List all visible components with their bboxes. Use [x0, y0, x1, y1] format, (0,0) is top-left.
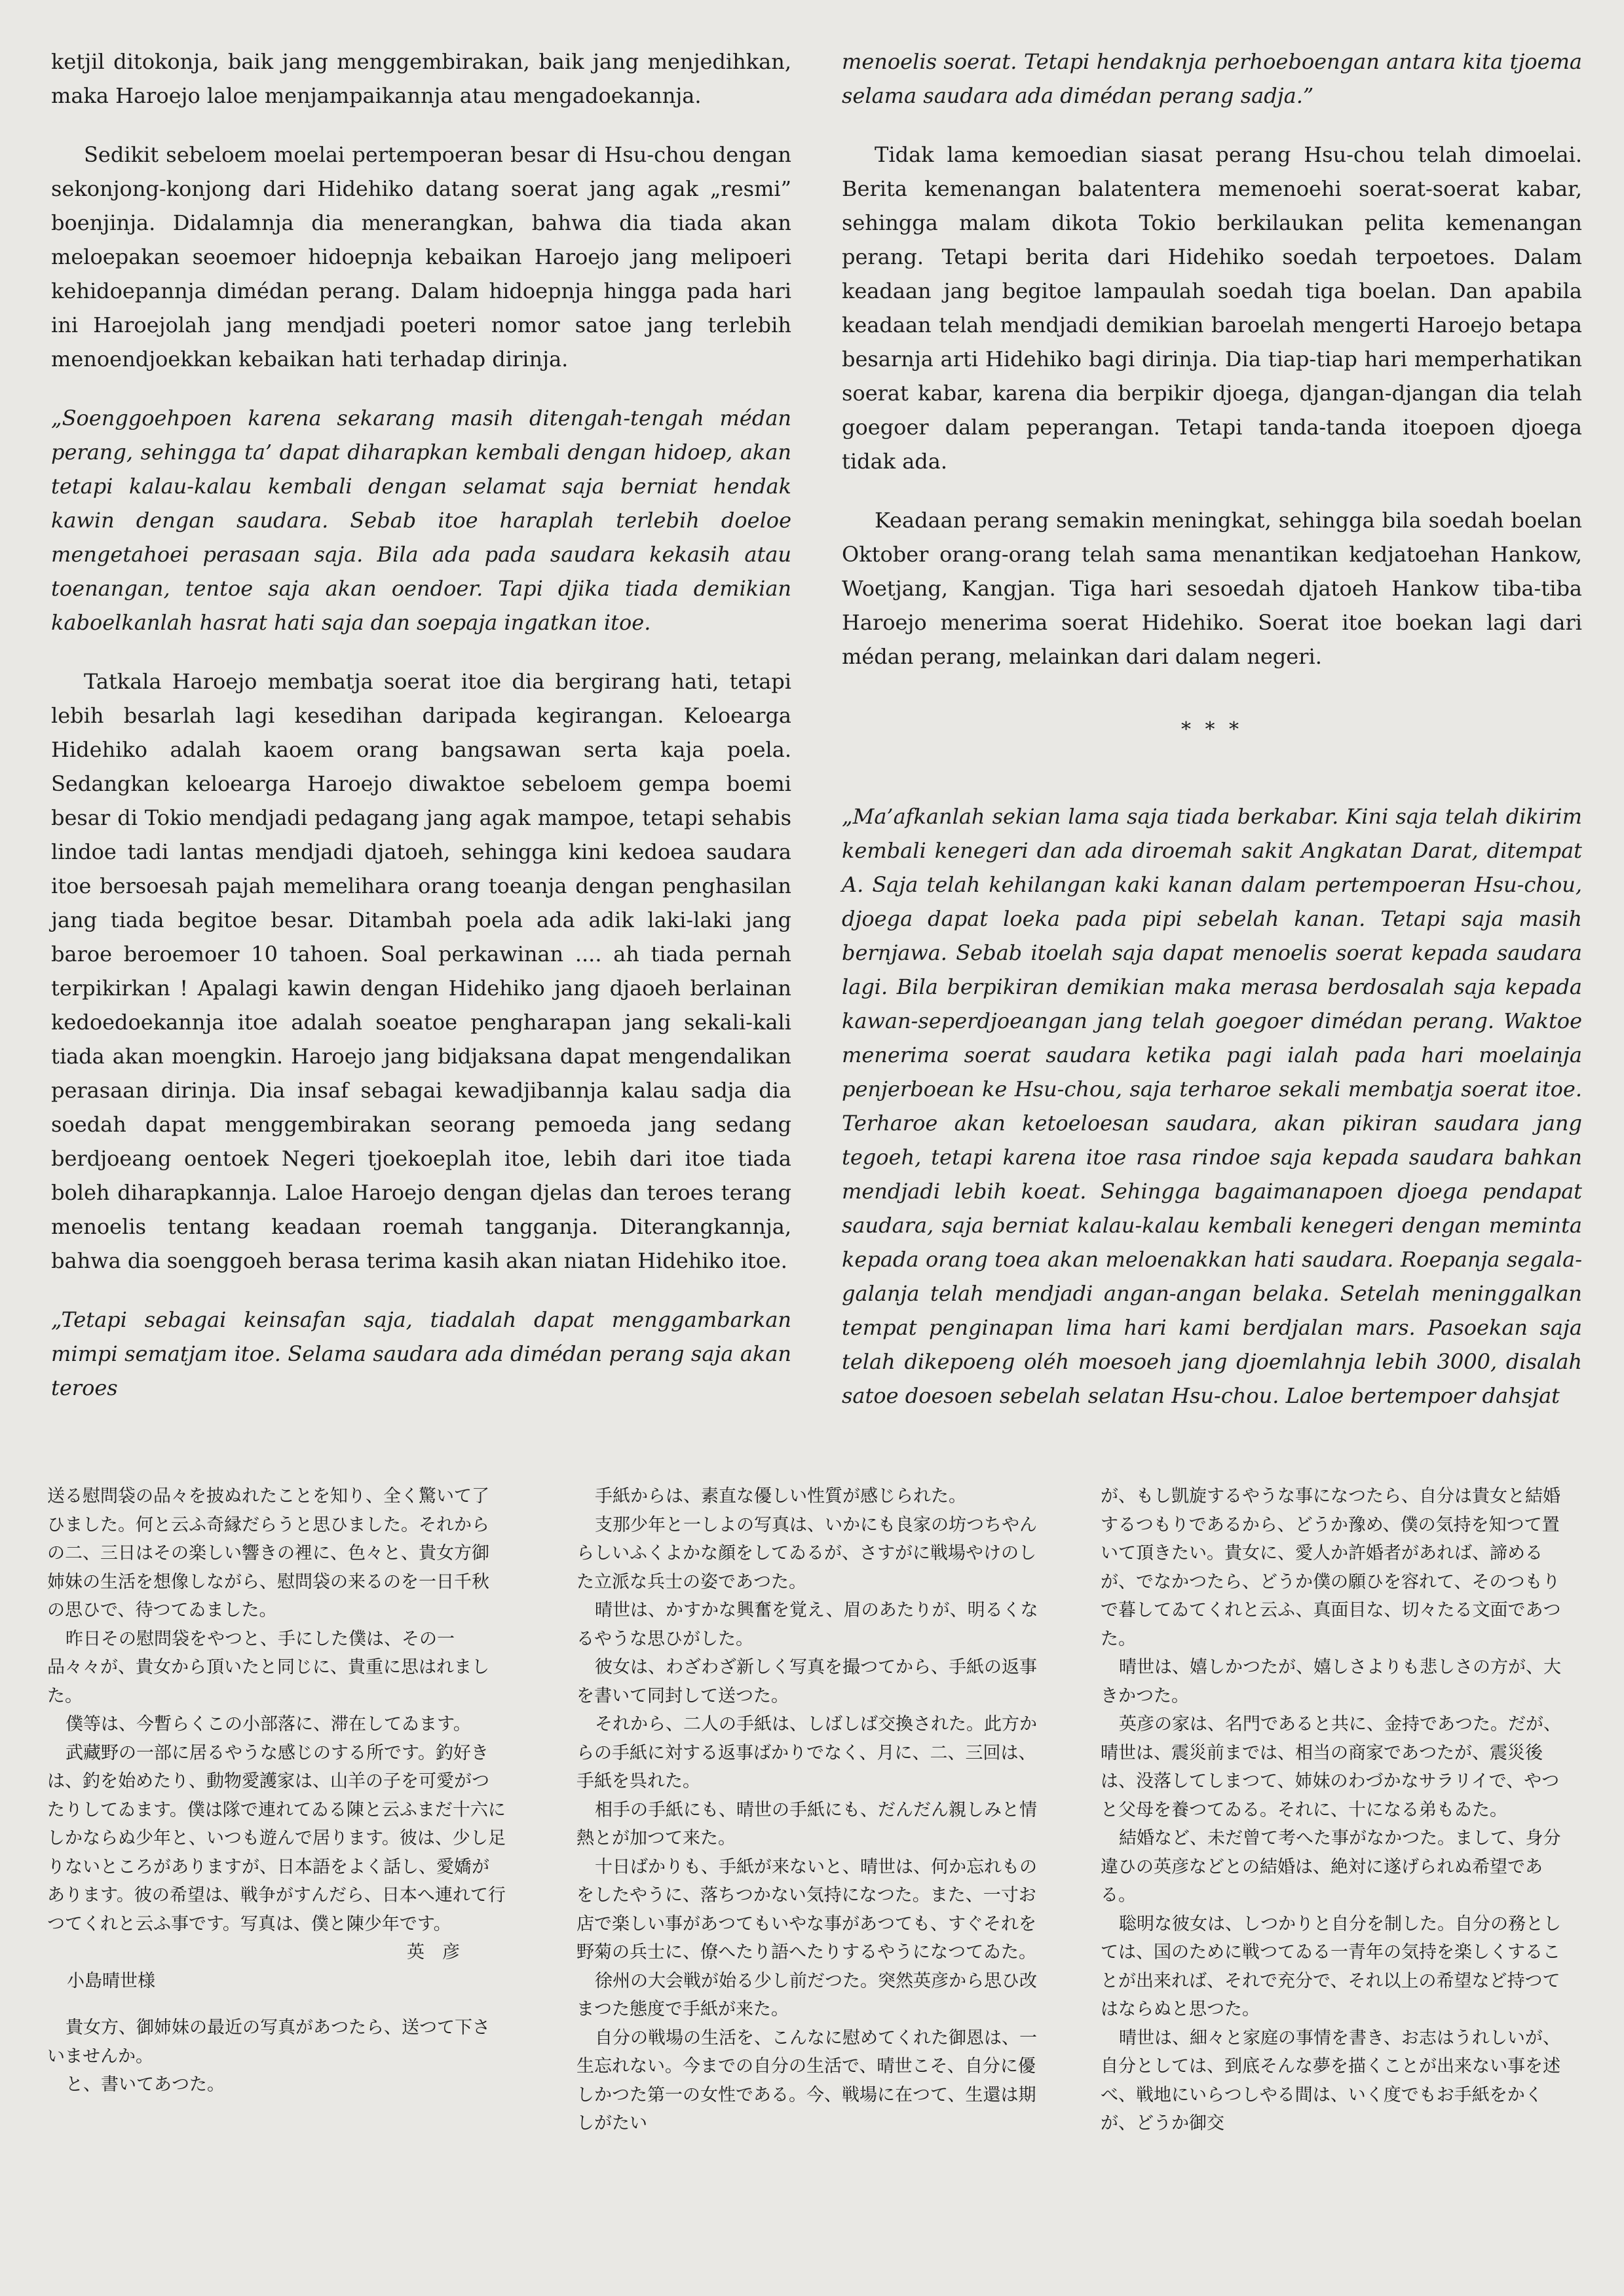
japanese-paragraph: 英 彦 [407, 1942, 460, 1962]
paragraph: Keadaan perang semakin meningkat, sehingga bila soedah boelan Oktober orang-orang telah sama menantikan kedjatoehan Hankow, Woetjang, Kangjan. Tiga hari sesoedah djatoeh Hankow tiba-tiba Haroejo menerima soerat Hidehiko. Soerat itoe boekan lagi dari médan perang, melainkan dari dalam negeri. [842, 508, 1582, 669]
japanese-paragraph: 昨日その慰問袋をやつと、手にした僕は、その一品々々が、貴女から頂いたと同じに、貴重に思はれました。 [47, 1628, 489, 1706]
japanese-paragraph: 小島晴世様 [67, 1970, 155, 1991]
paragraph: ketjil ditokonja, baik jang menggembirakan, baik jang menjedihkan, maka Haroejo laloe menjampaikannja atau mengadoekannja. [51, 49, 791, 108]
paragraph: „Ma’afkanlah sekian lama saja tiada berkabar. Kini saja telah dikirim kembali kenegeri dan ada diroemah sakit Angkatan Darat, ditempat A. Saja telah kehilangan kaki kanan dalam pertempoeran Hsu-chou, djoega dapat loeka pada pipi sebelah kanan. Tetapi saja masih bernjawa. Sebab itoelah saja dapat menoelis soerat kepada saudara lagi. Bila berpikiran demikian maka merasa berdosalah saja kepada kawan-seperdjoeangan jang telah goegoer dimédan perang. Waktoe menerima soerat saudara ketika pagi ialah pada hari moelainja penjerboean ke Hsu-chou, saja terharoe sekali membatja soerat itoe. Terharoe akan ketoeloesan saudara, akan pikiran saudara jang tegoeh, tetapi karena itoe rasa rindoe saja kepada saudara bahkan mendjadi lebih koeat. Sehingga bagaimanapoen djoega pendapat saudara, saja berniat kalau-kalau kembali kenegeri dengan meminta kepada orang toea akan meloenakkan hati saudara. Roepanja segala-galanja telah mendjadi angan-angan belaka. Setelah meninggalkan tempat penginapan lima hari kami berdjalan mars. Pasoekan saja telah dikepoeng oléh moesoeh jang djoemlahnja lebih 3000, disalah satoe doesoen sebelah selatan Hsu-chou. Laloe bertempoer dahsjat [842, 804, 1582, 1408]
japanese-paragraph: 相手の手紙にも、晴世の手紙にも、だんだん親しみと情熱とが加つて来た。 [576, 1799, 1037, 1848]
japanese-paragraph: 支那少年と一しよの写真は、いかにも良家の坊つちやんらしいふくよかな顔をしてゐるが、さすがに戦場やけのした立派な兵士の姿であつた。 [576, 1514, 1037, 1592]
paragraph: „Soenggoehpoen karena sekarang masih ditengah-tengah médan perang, sehingga ta’ dapat diharapkan kembali dengan hidoep, akan tetapi kalau-kalau kembali dengan selamat saja berniat hendak kawin dengan saudara. Sebab itoe haraplah terlebih doeloe mengetahoei perasaan saja. Bila ada pada saudara kekasih atau toenangan, tentoe saja akan oendoer. Tapi djika tiada demikian kaboelkanlah hasrat hati saja dan soepaja ingatkan itoe. [51, 406, 791, 635]
japanese-paragraph: 聡明な彼女は、しつかりと自分を制した。自分の務としては、国のために戦つてゐる一青年の気持を楽しくすることが出来れば、それで充分で、それ以上の希望など持つてはならぬと思つた。 [1101, 1913, 1561, 2019]
japanese-paragraph: 晴世は、かすかな興奮を覚え、眉のあたりが、明るくなるやうな思ひがした。 [576, 1600, 1038, 1649]
japanese-paragraph: それから、二人の手紙は、しばしば交換された。此方からの手紙に対する返事ばかりでなく、月に、二、三回は、手紙を呉れた。 [576, 1714, 1037, 1791]
paragraph: menoelis soerat. Tetapi hendaknja perhoeboengan antara kita tjoema selama saudara ada dimédan perang sadja.” [842, 49, 1582, 108]
japanese-paragraph: 晴世は、細々と家庭の事情を書き、お志はうれしいが、自分としては、到底そんな夢を描くことが出来ない事を述べ、戦地にいらつしやる間は、いく度でもお手紙をかくが、どうか御交 [1101, 2027, 1560, 2133]
indonesian-right-top-text [842, 45, 1582, 674]
japanese-paragraph: 彼女は、わざわざ新しく写真を撮つてから、手紙の返事を書いて同封して送つた。 [576, 1657, 1037, 1706]
paragraph: Tidak lama kemoedian siasat perang Hsu-chou telah dimoelai. Berita kemenangan balatentera memenoehi soerat-soerat kabar, sehingga malam dikota Tokio berkilaukan pelita kemenangan perang. Tetapi berita dari Hidehiko soedah terpoetoes. Dalam keadaan jang begitoe lampaulah soedah tiga boelan. Dan apabila keadaan telah mendjadi demikian baroelah mengerti Haroejo betapa besarnja arti Hidehiko bagi dirinja. Dia tiap-tiap hari memperhatikan soerat kabar, karena dia berpikir djoega, djangan-djangan dia telah goegoer dalam peperangan. Tetapi tanda-tanda itoepoen djoega tidak ada. [842, 142, 1582, 474]
japanese-paragraph: 自分の戦場の生活を、こんなに慰めてくれた御恩は、一生忘れない。今までの自分の生活で、晴世こそ、自分に優しかつた第一の女性である。今、戦場に在つて、生還は期しがたい [576, 2027, 1037, 2133]
japanese-paragraph: が、もし凱旋するやうな事になつたら、自分は貴女と結婚するつもりであるから、どうか豫め、僕の気持を知つて置いて頂きたい。貴女に、愛人か許婚者があれば、諦めるが、でなかつたら、どうか僕の願ひを容れて、そのつもりで暮してゐてくれと云ふ、真面目な、切々たる文面であつた。 [1101, 1486, 1561, 1649]
indonesian-left-column [51, 45, 791, 1430]
japanese-paragraph: 十日ばかりも、手紙が来ないと、晴世は、何か忘れものをしたやうに、落ちつかない気持になつた。また、一寸お店で楽しい事があつてもいやな事があつても、すぐそれを野菊の兵士に、僚へたり語へたりするやうになつてゐた。 [576, 1856, 1037, 1962]
japanese-column-1 [47, 1482, 506, 2099]
japanese-paragraph: 手紙からは、素直な優しい性質が感じられた。 [595, 1486, 966, 1506]
japanese-paragraph: 晴世は、嬉しかつたが、嬉しさよりも悲しさの方が、大きかつた。 [1101, 1657, 1561, 1706]
japanese-paragraph: 送る慰問袋の品々を披ぬれたことを知り、全く驚いて了ひました。何と云ふ奇縁だらうと思ひました。それからの二、三日はその楽しい響きの裡に、色々と、貴女方御姉妹の生活を想像しながら、慰問袋の来るのを一日千秋の思ひで、待つてゐました。 [47, 1486, 489, 1620]
indonesian-right-bottom-text [842, 799, 1582, 1413]
japanese-paragraph: と、書いてあつた。 [66, 2075, 225, 2095]
paragraph: Tatkala Haroejo membatja soerat itoe dia bergirang hati, tetapi lebih besarlah lagi kesedihan daripada kegirangan. Keloearga Hidehiko adalah kaoem orang bangsawan serta kaja poela. Sedangkan keloearga Haroejo diwaktoe sebeloem gempa boemi besar di Tokio mendjadi pedagang jang agak mampoe, tetapi sehabis lindoe tadi lantas mendjadi djatoeh, sehingga kini kedoea saudara itoe bersoesah pajah memelihara orang toeanja dengan penghasilan jang tiada begitoe besar. Ditambah poela ada adik laki-laki jang baroe beroemoer 10 tahoen. Soal perkawinan .... ah tiada pernah terpikirkan ! Apalagi kawin dengan Hidehiko jang djaoeh berlainan kedoedoekannja itoe adalah soeatoe pengharapan jang sekali-kali tiada akan moengkin. Haroejo jang bidjaksana dapat mengendalikan perasaan dirinja. Dia insaf sebagai kewadjibannja kalau sadja dia soedah dapat menggembirakan seorang pemoeda jang sedang berdjoeang oentoek Negeri tjoekoeplah itoe, lebih dari itoe tiada boleh diharapkannja. Laloe Haroejo dengan djelas dan teroes terang menoelis tentang keadaan roemah tangganja. Diterangkannja, bahwa dia soenggoeh berasa terima kasih akan niatan Hidehiko itoe. [51, 669, 791, 1273]
japanese-paragraph: 結婚など、未だ曾て考へた事がなかつた。まして、身分違ひの英彦などとの結婚は、絶対に遂げられぬ希望である。 [1101, 1828, 1561, 1905]
section-break-stars: * * * [1180, 718, 1243, 741]
japanese-column-2 [576, 1482, 1038, 2138]
japanese-paragraph: 僕等は、今暫らくこの小部落に、滞在してゐます。 [66, 1714, 471, 1734]
japanese-paragraph: 貴女方、御姉妹の最近の写真があつたら、送つて下さいませんか。 [47, 2018, 490, 2067]
paragraph: „Tetapi sebagai keinsafan saja, tiadalah dapat menggambarkan mimpi sematjam itoe. Selama saudara ada dimédan perang saja akan teroes [51, 1307, 791, 1400]
japanese-paragraph: 武藏野の一部に居るやうな感じのする所です。釣好きは、釣を始めたり、動物愛護家は、山羊の子を可愛がつたりしてゐます。僕は隊で連れてゐる陳と云ふまだ十六にしかならぬ少年と、いつも遊んで居ります。彼は、少し足りないところがありますが、日本語をよく話し、愛嬌があります。彼の希望は、戦争がすんだら、日本へ連れて行つてくれと云ふ事です。写真は、僕と陳少年です。 [47, 1742, 506, 1934]
japanese-paragraph: 英彦の家は、名門であると共に、金持であつた。だが、晴世は、震災前までは、相当の商家であつたが、震災後は、没落してしまつて、姉妹のわづかなサラリイで、やつと父母を養つてゐる。それに、十になる弟もゐた。 [1101, 1714, 1561, 1820]
japanese-paragraph: 徐州の大会戦が始る少し前だつた。突然英彦から思ひ改まつた態度で手紙が来た。 [576, 1970, 1037, 2019]
japanese-column-3 [1101, 1482, 1576, 2138]
indonesian-right-column [842, 45, 1582, 1438]
paragraph: Sedikit sebeloem moelai pertempoeran besar di Hsu-chou dengan sekonjong-konjong dari Hidehiko datang soerat jang agak „resmi” boenjinja. Didalamnja dia menerangkan, bahwa dia tiada akan meloepakan seoemoer hidoepnja kebaikan Haroejo jang melipoeri kehidoepannja dimédan perang. Dalam hidoepnja hingga pada hari ini Haroejolah jang mendjadi poeteri nomor satoe jang terlebih menoendjoekkan kebaikan hati terhadap dirinja. [51, 142, 791, 372]
